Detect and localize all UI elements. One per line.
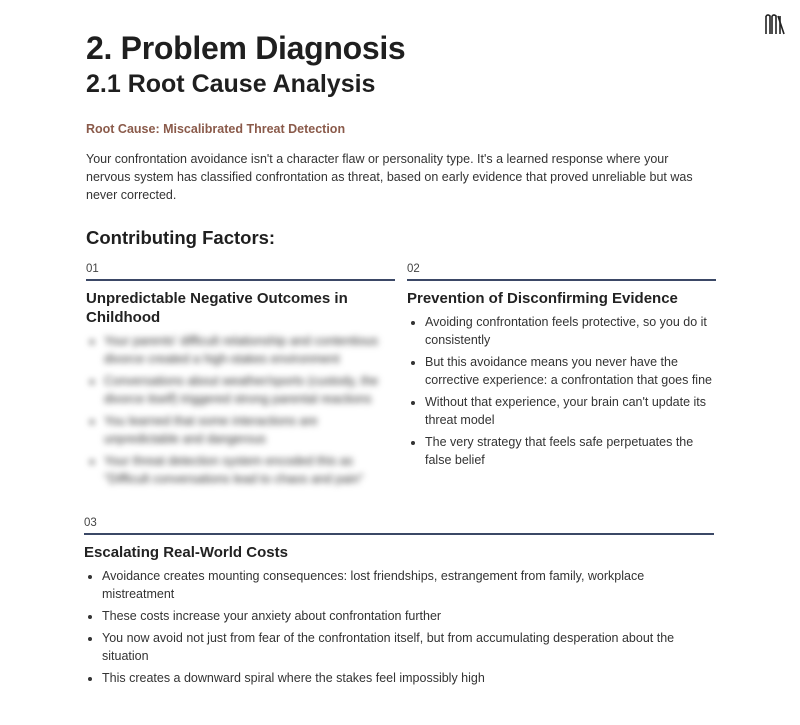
factors-row: [86, 262, 716, 492]
list-item: • Your threat detection system encoded this as "Difficult conversations lead to chaos and pain": [104, 452, 395, 488]
factor-number: 01: [86, 262, 395, 281]
list-item: • The very strategy that feels safe perpetuates the false belief: [425, 433, 716, 469]
document-page: [86, 28, 716, 691]
factor-card-03: [84, 516, 714, 687]
list-item: • You now avoid not just from fear of the confrontation itself, but from accumulating desperation about the situation: [102, 629, 714, 665]
factor-number: 02: [407, 262, 716, 281]
factor-points: [84, 567, 714, 687]
list-item: • Your parents' difficult relationship and contentious divorce created a high-stakes environment: [104, 332, 395, 368]
factor-title: Prevention of Disconfirming Evidence: [407, 290, 678, 307]
factor-card-02: [407, 262, 716, 492]
factor-points-blurred: [86, 332, 395, 488]
list-item: • Avoidance creates mounting consequences: lost friendships, estrangement from family, workplace mistreatment: [102, 567, 714, 603]
list-item: • These costs increase your anxiety about confrontation further: [102, 607, 714, 625]
factor-title: Escalating Real-World Costs: [84, 544, 288, 561]
library-logo-icon: [764, 12, 786, 36]
factor-points: [407, 313, 716, 469]
section-title: 2.1 Root Cause Analysis: [86, 70, 376, 98]
factors-heading: Contributing Factors:: [86, 227, 276, 248]
list-item: • Without that experience, your brain can't update its threat model: [425, 393, 716, 429]
list-item: • Conversations about weather/sports (custody, the divorce itself) triggered strong parental reactions: [104, 372, 395, 408]
root-cause-description: Your confrontation avoidance isn't a character flaw or personality type. It's a learned response where your nervous system has classified confrontation as threat, based on early evidence that proved unreliable but was never corrected.: [86, 152, 693, 202]
page-title: 2. Problem Diagnosis: [86, 30, 406, 66]
root-cause-label: Root Cause: Miscalibrated Threat Detection: [86, 122, 346, 136]
list-item: • This creates a downward spiral where the stakes feel impossibly high: [102, 669, 714, 687]
list-item: • You learned that some interactions are unpredictable and dangerous: [104, 412, 395, 448]
list-item: • But this avoidance means you never have the corrective experience: a confrontation that goes fine: [425, 353, 716, 389]
factor-title: Unpredictable Negative Outcomes in Childhood: [86, 290, 348, 326]
list-item: • Avoiding confrontation feels protective, so you do it consistently: [425, 313, 716, 349]
factor-card-01: [86, 262, 395, 492]
factor-number: 03: [84, 516, 714, 535]
